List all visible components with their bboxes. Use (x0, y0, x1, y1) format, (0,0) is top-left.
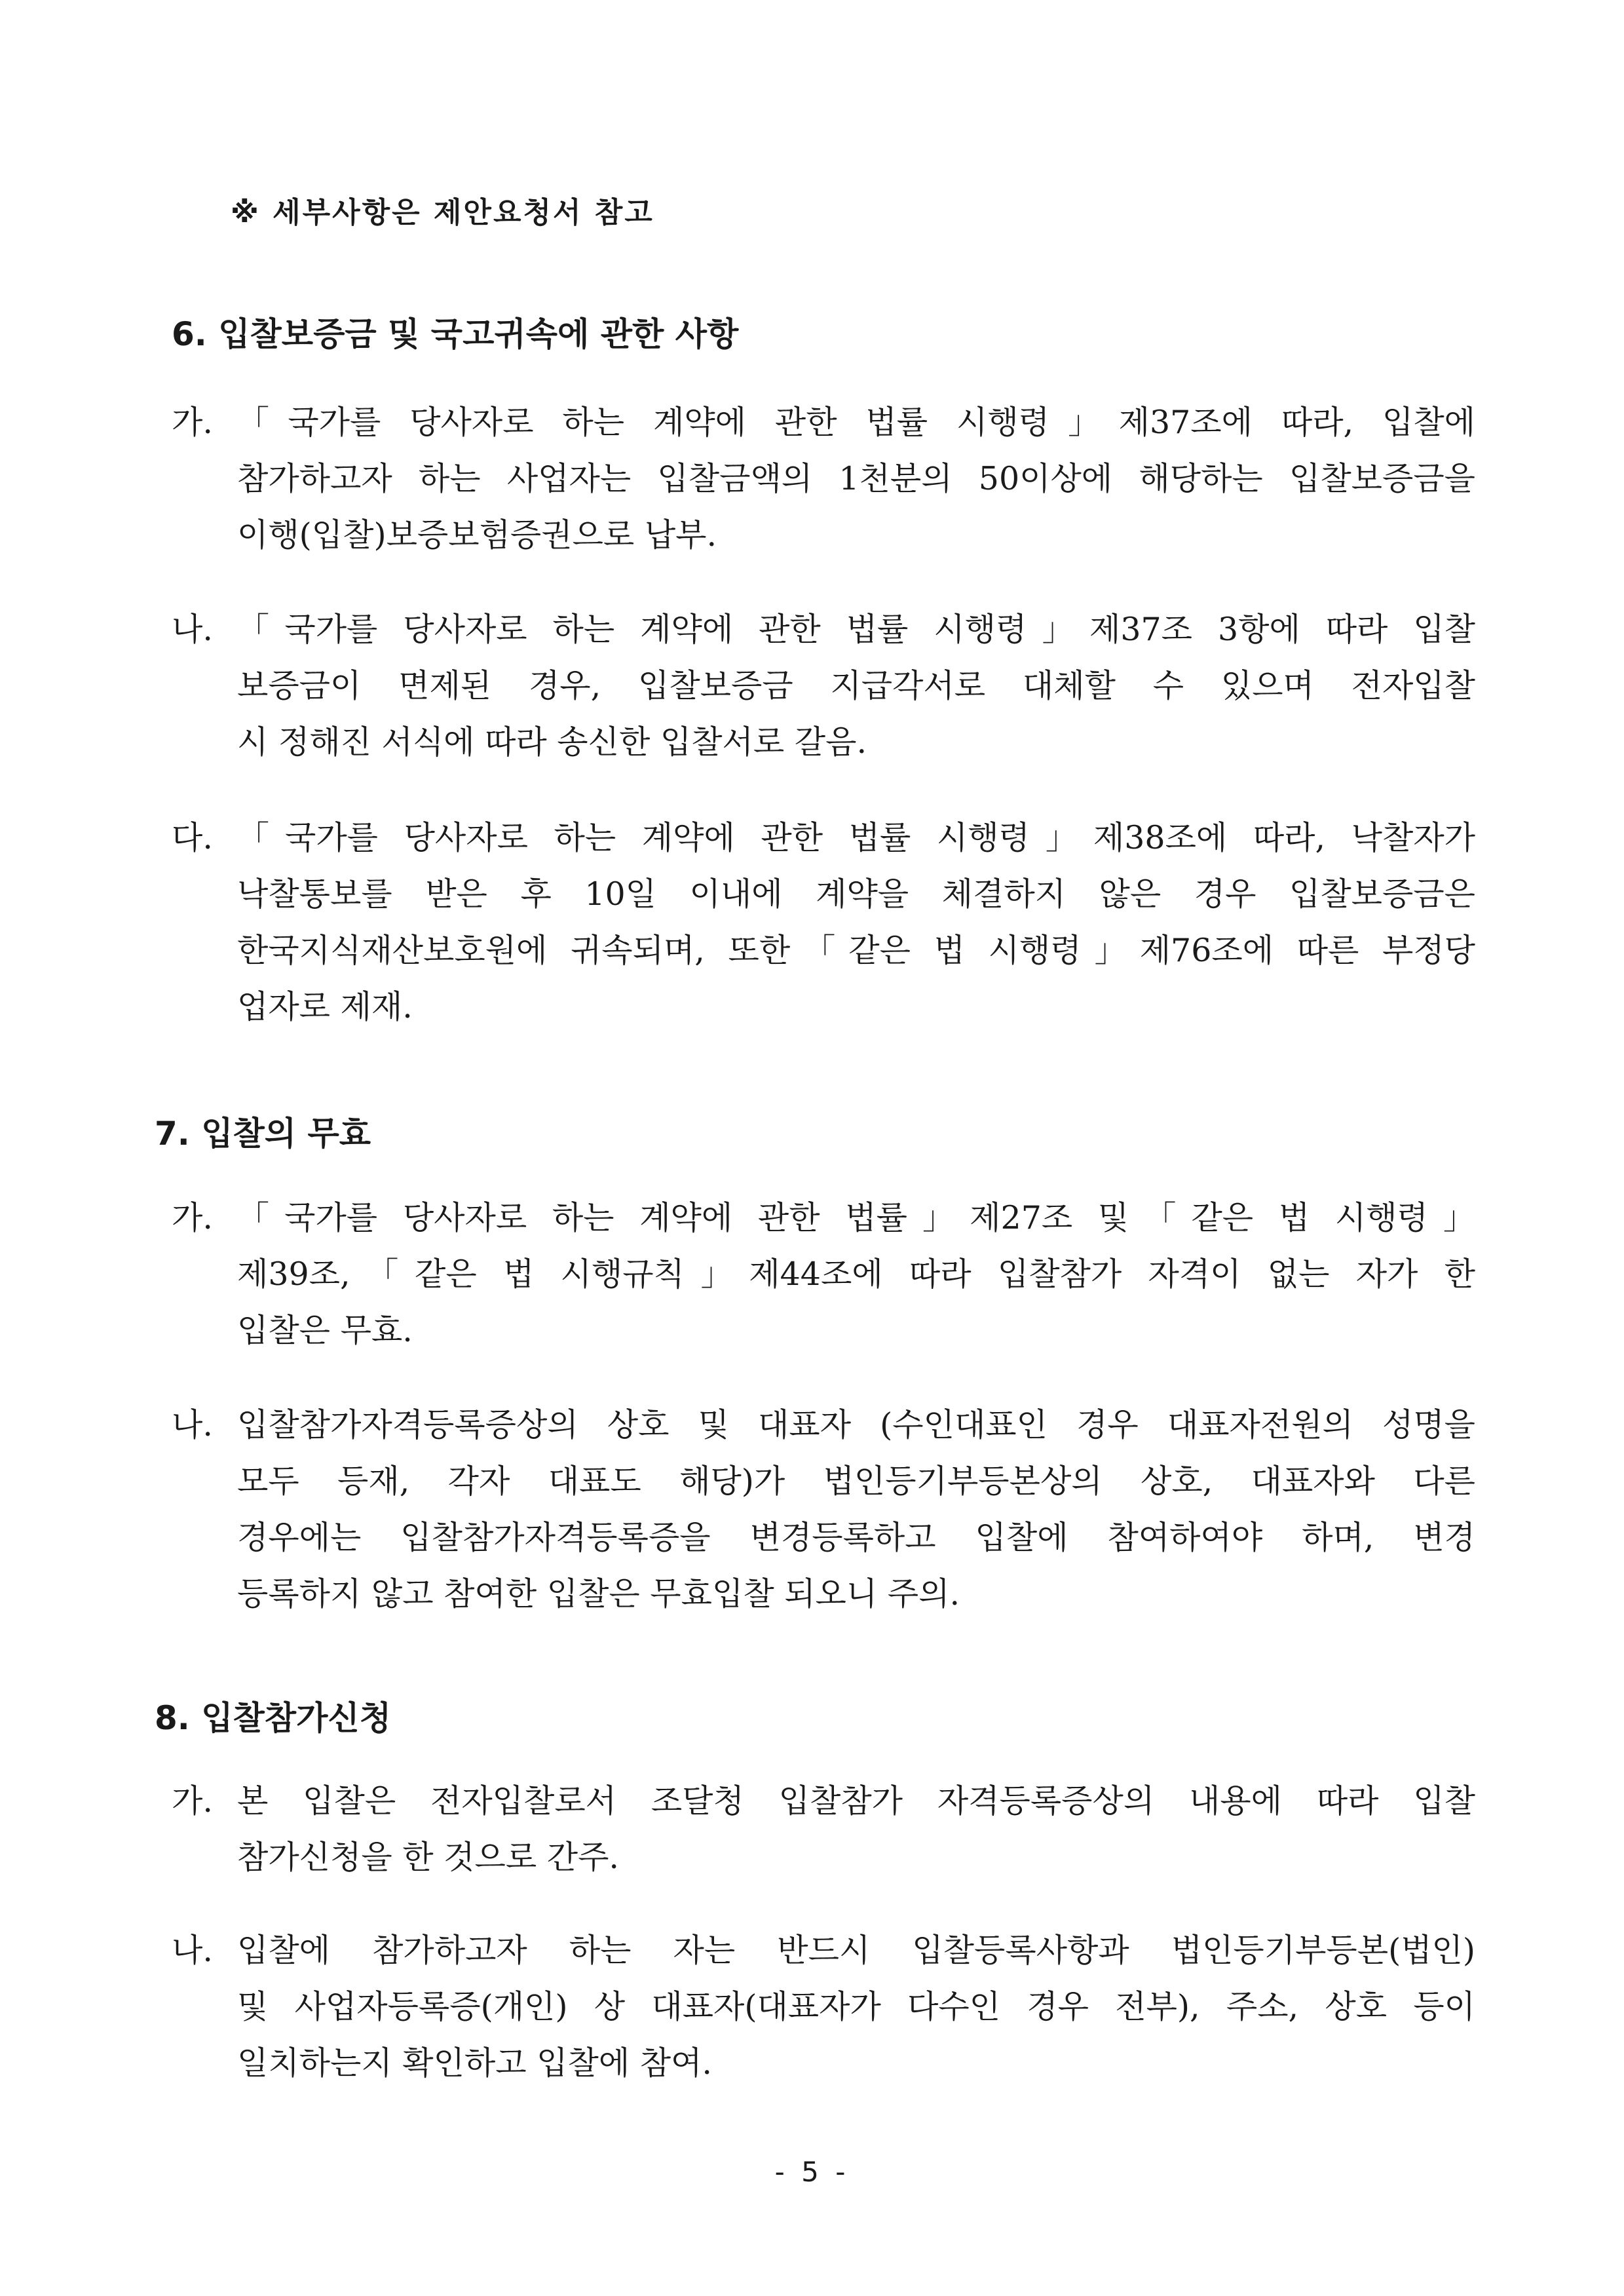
section-7-item-na (172, 1397, 1475, 1622)
item-line: 입찰은 무효. (237, 1312, 413, 1349)
item-line: 모두 등재, 각자 대표도 해당)가 법인등기부등본상의 상호, 대표자와 다른 (237, 1463, 1475, 1500)
item-marker: 가. (172, 1782, 213, 1820)
section-7-title: 7. 입찰의 무효 (155, 1115, 371, 1153)
item-marker: 나. (172, 611, 213, 648)
section-8-title: 8. 입찰참가신청 (155, 1699, 391, 1737)
reference-note: ※ 세부사항은 제안요청서 참고 (231, 196, 654, 229)
section-6-title: 6. 입찰보증금 및 국고귀속에 관한 사항 (172, 315, 739, 353)
section-6-item-ga (172, 394, 1475, 564)
page-number: - 5 - (774, 2156, 850, 2188)
item-line: 시 정해진 서식에 따라 송신한 입찰서로 갈음. (237, 723, 867, 761)
item-line: 참가하고자 하는 사업자는 입찰금액의 1천분의 50이상에 해당하는 입찰보증금을 (237, 460, 1475, 497)
item-line: 업자로 제재. (237, 988, 413, 1025)
section-7-item-ga (172, 1190, 1475, 1359)
section-6-item-da (172, 810, 1475, 1035)
item-line: 「국가를 당사자로 하는 계약에 관한 법률 시행령」제37조에 따라, 입찰에 (237, 404, 1475, 441)
section-8-item-na (172, 1923, 1475, 2092)
section-6-item-na (172, 602, 1475, 771)
item-line: 보증금이 면제된 경우, 입찰보증금 지급각서로 대체할 수 있으며 전자입찰 (237, 667, 1475, 704)
item-line: 「국가를 당사자로 하는 계약에 관한 법률 시행령」제38조에 따라, 낙찰자가 (237, 819, 1475, 856)
item-line: 입찰참가자격등록증상의 상호 및 대표자 (수인대표인 경우 대표자전원의 성명을 (237, 1406, 1475, 1444)
item-line: 및 사업자등록증(개인) 상 대표자(대표자가 다수인 경우 전부), 주소, 상호 등이 (237, 1988, 1475, 2025)
item-line: 「국가를 당사자로 하는 계약에 관한 법률 시행령」제37조 3항에 따라 입찰 (237, 611, 1475, 648)
item-line: 낙찰통보를 받은 후 10일 이내에 계약을 체결하지 않은 경우 입찰보증금은 (237, 875, 1475, 913)
item-line: 등록하지 않고 참여한 입찰은 무효입찰 되오니 주의. (237, 1575, 960, 1613)
item-line: 한국지식재산보호원에 귀속되며, 또한「같은 법 시행령」제76조에 따른 부정당 (237, 932, 1475, 969)
item-marker: 나. (172, 1406, 213, 1444)
item-line: 이행(입찰)보증보험증권으로 납부. (237, 516, 717, 554)
item-line: 본 입찰은 전자입찰로서 조달청 입찰참가 자격등록증상의 내용에 따라 입찰 (237, 1782, 1475, 1820)
item-line: 참가신청을 한 것으로 간주. (237, 1839, 619, 1876)
item-line: 경우에는 입찰참가자격등록증을 변경등록하고 입찰에 참여하여야 하며, 변경 (237, 1519, 1475, 1556)
item-marker: 다. (172, 819, 213, 856)
item-marker: 나. (172, 1932, 213, 1969)
item-line: 「국가를 당사자로 하는 계약에 관한 법률」제27조 및「같은 법 시행령」 (237, 1199, 1475, 1236)
item-line: 일치하는지 확인하고 입찰에 참여. (237, 2044, 712, 2082)
section-8-item-ga (172, 1773, 1475, 1886)
item-line: 입찰에 참가하고자 하는 자는 반드시 입찰등록사항과 법인등기부등본(법인) (237, 1932, 1475, 1969)
item-marker: 가. (172, 1199, 213, 1236)
item-line: 제39조,「같은 법 시행규칙」제44조에 따라 입찰참가 자격이 없는 자가 한 (237, 1255, 1475, 1293)
item-marker: 가. (172, 404, 213, 441)
